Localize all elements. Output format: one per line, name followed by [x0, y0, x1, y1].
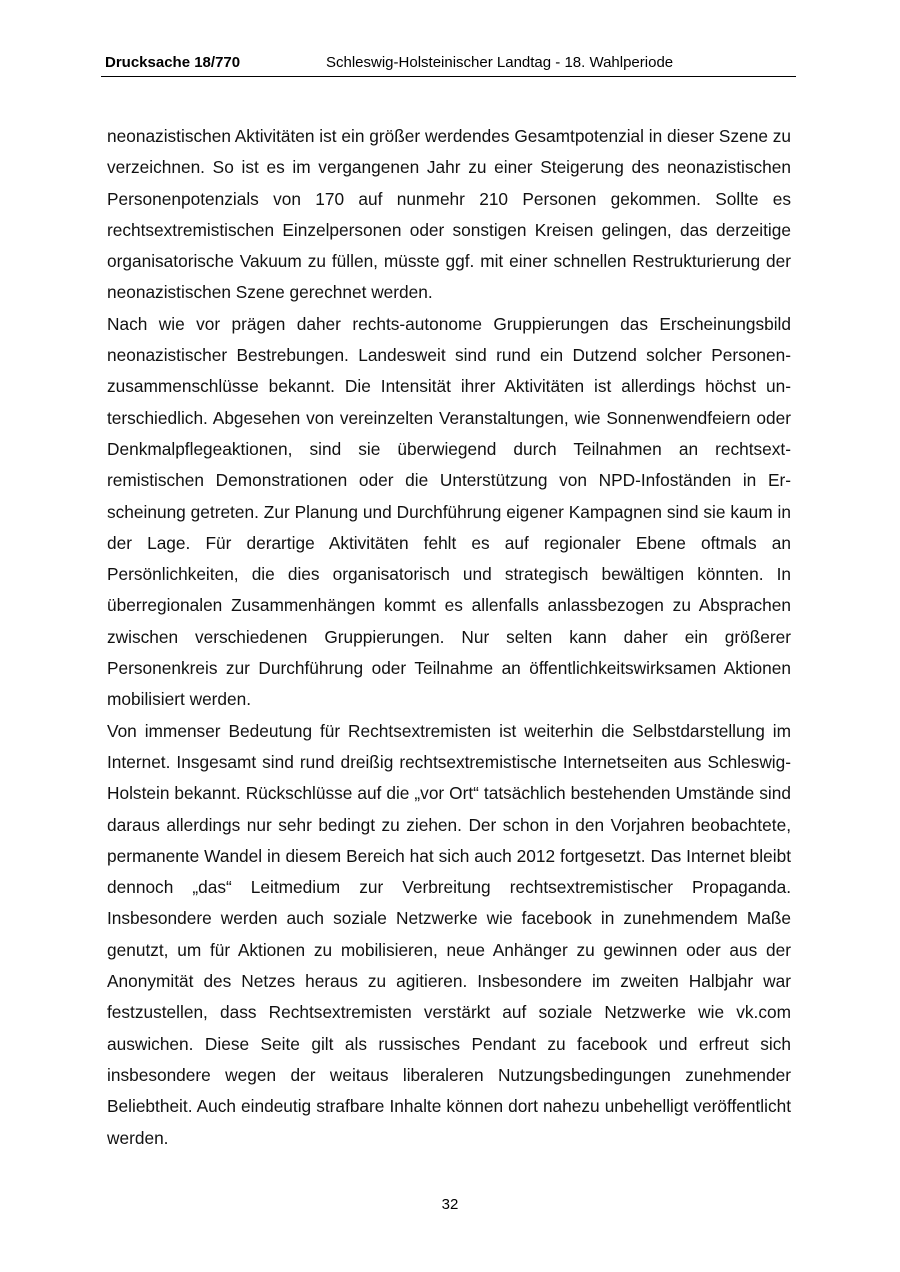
paragraph: neonazistischen Aktivitäten ist ein größer werdendes Gesamtpotenzial in dieser Szene zu verzeichnen. So ist es im vergangenen Jahr zu einer Steigerung des neonazistischen Personenpotenzials von 170 auf nunmehr 210 Personen gekommen. Sollte es rechtsextremistischen Einzelpersonen oder sonstigen Kreisen gelingen, das derzeitige organisatorische Vakuum zu füllen, müsste ggf. mit einer schnellen Restrukturierung der neonazistischen Szene gerechnet werden.	[107, 126, 791, 303]
page-header	[101, 52, 796, 77]
document-number: Drucksache 18/770	[105, 54, 241, 71]
body-text	[107, 121, 791, 1154]
header-title: Schleswig-Holsteinischer Landtag - 18. Wahlperiode	[326, 54, 674, 71]
paragraph: Von immenser Bedeutung für Rechtsextremisten ist weiterhin die Selbstdarstellung im Internet. Insgesamt sind rund dreißig rechtsextremistische Internetseiten aus Schleswig-Holstein bekannt. Rückschlüsse auf die „vor Ort“ tatsächlich bestehenden Umstände sind daraus allerdings nur sehr bedingt zu ziehen. Der schon in den Vorjahren beobachtete, permanente Wandel in diesem Bereich hat sich auch 2012 fortgesetzt. Das Internet bleibt dennoch „das“ Leitmedium zur Verbreitung rechtsextremistischer Propaganda. Insbesondere werden auch soziale Netzwerke wie facebook in zunehmendem Maße genutzt, um für Aktionen zu mobilisieren, neue Anhänger zu gewinnen oder aus der Anonymität des Netzes heraus zu agitieren. Insbesondere im zweiten Halbjahr war festzustellen, dass Rechtsextremisten verstärkt auf soziale Netzwerke wie vk.com auswichen. Diese Seite gilt als russisches Pendant zu facebook und erfreut sich insbesondere wegen der weitaus liberaleren Nutzungsbedingungen zunehmender Beliebtheit. Auch eindeutig strafbare Inhalte können dort nahezu unbehelligt veröffentlicht werden.	[107, 720, 791, 1148]
paragraph: Nach wie vor prägen daher rechts-autonome Gruppierungen das Erscheinungsbild neonazistischer Bestrebungen. Landesweit sind rund ein Dutzend solcher Personenzusammenschlüsse bekannt. Die Intensität ihrer Aktivitäten ist allerdings höchst unterschiedlich. Abgesehen von vereinzelten Veranstaltungen, wie Sonnenwendfeiern oder Denkmalpflegeaktionen, sind sie überwiegend durch Teilnahmen an rechtsextremistischen Demonstrationen oder die Unterstützung von NPD-Infoständen in Erscheinung getreten. Zur Planung und Durchführung eigener Kampagnen sind sie kaum in der Lage. Für derartige Aktivitäten fehlt es auf regionaler Ebene oftmals an Persönlichkeiten, die dies organisatorisch und strategisch bewältigen könnten. In überregionalen Zusammenhängen kommt es allenfalls anlassbezogen zu Absprachen zwischen verschiedenen Gruppierungen. Nur selten kann daher ein größerer Personenkreis zur Durchführung oder Teilnahme an öffentlichkeitswirksamen Aktionen mobilisiert werden.	[107, 313, 791, 710]
page-number: 32	[441, 1196, 459, 1213]
